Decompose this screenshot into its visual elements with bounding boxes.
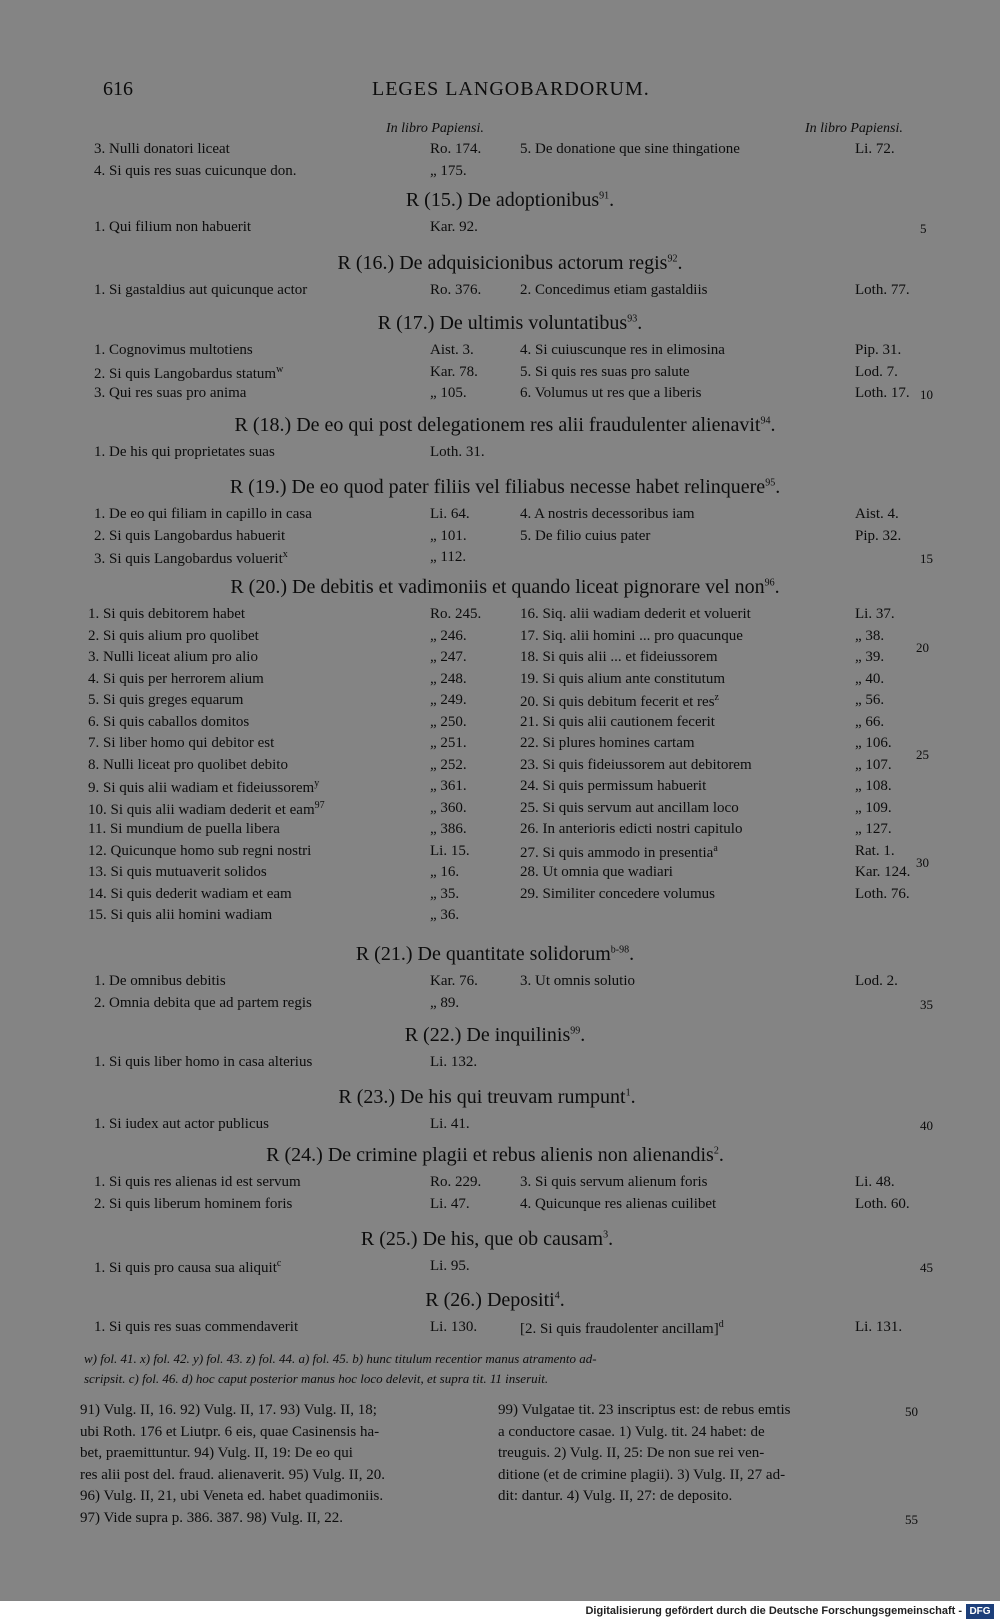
entry-text xyxy=(520,649,717,666)
entry-reference: „ 248. xyxy=(430,670,467,687)
entry-text xyxy=(94,342,253,359)
section-heading-text: R (21.) De quantitate solidorum xyxy=(355,943,611,965)
note-marker: d xyxy=(718,1319,724,1330)
entry-title: 7. Si liber homo qui debitor est xyxy=(88,735,275,751)
entry-text xyxy=(88,628,259,645)
entry-text xyxy=(520,141,740,158)
entry-text xyxy=(88,864,267,881)
entry-text xyxy=(520,1319,724,1338)
entry-reference: Rat. 1. xyxy=(855,842,895,859)
entry-title: 22. Si plures homines cartam xyxy=(520,735,695,751)
page-number: 616 xyxy=(103,78,133,100)
heading-period: . xyxy=(609,189,615,211)
entry-title: 5. De donatione que sine thingatione xyxy=(520,141,740,157)
entry-reference: „ 38. xyxy=(855,627,885,644)
footnote-marker: 95 xyxy=(765,477,776,489)
entry-reference: Aist. 3. xyxy=(430,342,474,358)
entry-reference: „ 105. xyxy=(430,385,467,401)
entry-text xyxy=(520,757,752,774)
entry-reference: Li. 48. xyxy=(855,1174,895,1190)
section-heading xyxy=(0,252,1000,275)
entry-reference: „ 247. xyxy=(430,649,467,665)
entry-reference: „ 360. xyxy=(430,799,467,816)
footnote-marker: 93 xyxy=(627,313,638,325)
entry-title: 1. Si iudex aut actor publicus xyxy=(94,1116,269,1132)
section-heading-text: R (24.) De crimine plagii et rebus alienis non alienandis xyxy=(266,1144,714,1166)
entry-reference: Li. 64. xyxy=(430,506,470,522)
entry-reference: Aist. 4. xyxy=(855,506,899,522)
entry-reference: Loth. 77. xyxy=(855,282,910,298)
section-heading xyxy=(0,1289,990,1312)
entry-title: 24. Si quis permissum habuerit xyxy=(520,778,707,794)
line-number: 25 xyxy=(916,747,929,762)
entry-title: 6. Si quis caballos domitos xyxy=(88,713,250,730)
section-heading-text: R (15.) De adoptionibus xyxy=(405,189,600,211)
heading-period: . xyxy=(677,252,683,274)
entry-title: 5. Si quis res suas pro salute xyxy=(520,363,690,380)
entry-text xyxy=(520,671,725,688)
section-heading xyxy=(0,943,990,966)
entry-text xyxy=(94,1174,301,1191)
footnote-line: 97) Vide supra p. 386. 387. 98) Vulg. II, 22. xyxy=(80,1509,344,1526)
entry-reference: „ 127. xyxy=(855,821,892,837)
entry-title: 27. Si quis ammodo in presentia xyxy=(520,844,714,861)
manuscript-note-line: scripsit. c) fol. 46. d) hoc caput posterior manus hoc loco delevit, et supra tit. 11 inseruit. xyxy=(84,1371,549,1386)
entry-reference: Ro. 245. xyxy=(430,606,482,622)
entry-reference: „ 101. xyxy=(430,527,467,544)
entry-reference: Loth. 17. xyxy=(855,385,910,401)
entry-text xyxy=(88,757,288,774)
entry-reference: „ 40. xyxy=(855,670,885,687)
footnote-line: res alii post del. fraud. alienaverit. 95) Vulg. II, 20. xyxy=(80,1466,385,1483)
entry-title: 18. Si quis alii ... et fideiussorem xyxy=(520,649,718,665)
heading-period: . xyxy=(770,414,776,436)
entry-title: 2. Omnia debita que ad partem regis xyxy=(94,994,312,1011)
entry-reference: „ 361. xyxy=(430,778,467,794)
entry-reference: Pip. 31. xyxy=(855,342,902,358)
entry-reference: Li. 130. xyxy=(430,1319,478,1335)
entry-reference: Li. 47. xyxy=(430,1195,470,1212)
entry-title: 12. Quicunque homo sub regni nostri xyxy=(88,842,312,859)
entry-text xyxy=(94,549,288,568)
entry-reference: Li. 72. xyxy=(855,141,895,157)
section-heading xyxy=(0,189,1000,212)
section-heading xyxy=(0,312,1000,335)
heading-period: . xyxy=(775,476,781,498)
entry-reference: „ 66. xyxy=(855,713,885,730)
entry-reference: „ 175. xyxy=(430,162,467,179)
entry-reference: Loth. 60. xyxy=(855,1195,910,1212)
section-heading xyxy=(0,414,1000,437)
footnote-line: ubi Roth. 176 et Liutpr. 6 eis, quae Casinensis ha- xyxy=(80,1423,380,1440)
section-heading xyxy=(0,576,1000,599)
footnote-line: 96) Vulg. II, 21, ubi Veneta ed. habet quadimoniis. xyxy=(80,1488,384,1504)
entry-title: 2. Si quis alium pro quolibet xyxy=(88,627,259,644)
entry-title: 20. Si quis debitum fecerit et res xyxy=(520,694,715,710)
entry-reference: Ro. 376. xyxy=(430,282,482,298)
section-heading xyxy=(0,1144,990,1167)
entry-reference: „ 89. xyxy=(430,994,460,1011)
entry-text xyxy=(520,778,706,795)
entry-title: 1. De omnibus debitis xyxy=(94,973,226,989)
entry-reference: „ 106. xyxy=(855,735,892,751)
entry-text xyxy=(520,1174,708,1191)
entry-title: 4. A nostris decessoribus iam xyxy=(520,506,695,522)
entry-text xyxy=(520,800,739,817)
entry-title: 25. Si quis servum aut ancillam loco xyxy=(520,799,739,816)
footnote-marker: 3 xyxy=(603,1229,609,1241)
entry-title: 4. Si quis res suas cuicunque don. xyxy=(94,162,297,179)
line-number: 50 xyxy=(905,1404,918,1419)
entry-title: 26. In anterioris edicti nostri capitulo xyxy=(520,821,743,837)
entry-text xyxy=(88,907,272,924)
source-label-right: In libro Papiensi. xyxy=(805,121,903,136)
note-marker: w xyxy=(276,363,284,375)
footnote-line: bet, praemittuntur. 94) Vulg. II, 19: De eo qui xyxy=(80,1445,353,1461)
line-number: 20 xyxy=(916,640,929,655)
entry-reference: „ 109. xyxy=(855,799,892,816)
entry-text xyxy=(520,506,695,523)
entry-title: 17. Siq. alii homini ... pro quacunque xyxy=(520,627,743,644)
entry-text xyxy=(94,385,246,402)
section-heading xyxy=(0,476,1000,499)
entry-title: 21. Si quis alii cautionem fecerit xyxy=(520,713,715,730)
entry-reference: Li. 132. xyxy=(430,1054,478,1070)
entry-title: 2. Si quis Langobardus habuerit xyxy=(94,527,286,544)
entry-title: 5. De filio cuius pater xyxy=(520,527,651,544)
entry-reference: Kar. 76. xyxy=(430,973,478,989)
entry-text xyxy=(88,735,274,752)
entry-title: 9. Si quis alii wadiam et fideiussorem xyxy=(88,780,315,796)
section-heading-text: R (20.) De debitis et vadimoniis et quando liceat pignorare vel non xyxy=(230,576,765,598)
entry-title: 23. Si quis fideiussorem aut debitorem xyxy=(520,756,752,773)
entry-title: 4. Si cuiuscunque res in elimosina xyxy=(520,342,725,358)
entry-title: 1. Si quis res alienas id est servum xyxy=(94,1174,301,1190)
entry-title: 3. Ut omnis solutio xyxy=(520,973,636,989)
footnote-marker: b-98 xyxy=(610,944,630,956)
line-number: 40 xyxy=(920,1118,933,1133)
entry-title: 19. Si quis alium ante constitutum xyxy=(520,670,725,687)
heading-period: . xyxy=(580,1024,586,1046)
entry-title: 14. Si quis dederit wadiam et eam xyxy=(88,885,292,902)
entry-text xyxy=(520,843,718,862)
entry-text xyxy=(88,649,258,666)
entry-reference: „ 107. xyxy=(855,756,892,773)
entry-text xyxy=(94,1196,292,1213)
entry-reference: „ 35. xyxy=(430,885,460,902)
entry-reference: Pip. 32. xyxy=(855,527,902,544)
entry-text xyxy=(88,671,264,688)
entry-text xyxy=(88,800,325,819)
entry-title: 3. Qui res suas pro anima xyxy=(94,385,247,401)
entry-text xyxy=(88,714,249,731)
entry-text xyxy=(520,714,715,731)
entry-text xyxy=(520,385,702,402)
entry-text xyxy=(88,886,292,903)
entry-title: 3. Si quis servum alienum foris xyxy=(520,1174,708,1190)
entry-title: 5. Si quis greges equarum xyxy=(88,692,244,708)
entry-text xyxy=(520,864,673,881)
entry-text xyxy=(94,364,283,383)
manuscript-note-line: w) fol. 41. x) fol. 42. y) fol. 43. z) fol. 44. a) fol. 45. b) hunc titulum recentior manus atramento ad- xyxy=(84,1351,597,1366)
heading-period: . xyxy=(559,1289,565,1311)
footnote-marker: 4 xyxy=(554,1290,560,1302)
entry-reference: Lod. 7. xyxy=(855,363,898,380)
entry-reference: Li. 131. xyxy=(855,1319,903,1335)
entry-text xyxy=(520,1196,716,1213)
entry-title: 11. Si mundium de puella libera xyxy=(88,821,280,837)
entry-reference: „ 250. xyxy=(430,713,467,730)
entry-text xyxy=(520,282,707,299)
entry-text xyxy=(94,506,312,523)
heading-period: . xyxy=(608,1228,614,1250)
heading-period: . xyxy=(718,1144,724,1166)
entry-text xyxy=(520,735,695,752)
entry-title: 3. Nulli donatori liceat xyxy=(94,141,230,157)
footnote-marker: 94 xyxy=(760,415,771,427)
entry-reference: Ro. 229. xyxy=(430,1174,482,1190)
section-heading xyxy=(0,1228,974,1251)
section-heading-text: R (18.) De eo qui post delegationem res alii fraudulenter alienavit xyxy=(234,414,761,436)
heading-period: . xyxy=(629,943,635,965)
entry-title: 29. Similiter concedere volumus xyxy=(520,885,715,902)
section-heading xyxy=(0,1086,974,1109)
entry-title: 1. De his qui proprietates suas xyxy=(94,444,275,460)
entry-reference: Loth. 76. xyxy=(855,885,910,902)
entry-text xyxy=(88,692,243,709)
entry-text xyxy=(520,628,743,645)
footnote-marker: 2 xyxy=(713,1145,719,1157)
footnote-marker: 91 xyxy=(599,190,610,202)
entry-title: 3. Nulli liceat alium pro alio xyxy=(88,649,258,665)
entry-title: 1. Si quis res suas commendaverit xyxy=(94,1319,299,1335)
entry-reference: Kar. 78. xyxy=(430,363,478,380)
entry-text xyxy=(94,1258,281,1277)
entry-reference: „ 108. xyxy=(855,778,892,794)
note-marker: z xyxy=(714,692,719,703)
section-heading-text: R (17.) De ultimis voluntatibus xyxy=(377,312,628,334)
section-heading-text: R (16.) De adquisicionibus actorum regis xyxy=(337,252,668,274)
entry-title: 4. Quicunque res alienas cuilibet xyxy=(520,1195,717,1212)
entry-title: 28. Ut omnia que wadiari xyxy=(520,864,673,880)
entry-text xyxy=(94,1116,269,1133)
footnote-line: 91) Vulg. II, 16. 92) Vulg. II, 17. 93) Vulg. II, 18; xyxy=(80,1402,377,1418)
line-number: 55 xyxy=(905,1512,918,1527)
entry-text xyxy=(520,973,635,990)
section-heading-text: R (19.) De eo quod pater filiis vel filiabus necesse habet relinquere xyxy=(229,476,766,498)
entry-text xyxy=(94,163,296,180)
footnote-line: ditione (et de crimine plagii). 3) Vulg. II, 27 ad- xyxy=(498,1466,786,1483)
entry-reference: „ 39. xyxy=(855,649,885,665)
footnote-line: a conductore casae. 1) Vulg. tit. 24 habet: de xyxy=(498,1423,765,1440)
entry-text xyxy=(520,692,719,711)
entry-reference: „ 249. xyxy=(430,692,467,708)
section-heading-text: R (23.) De his qui treuvam rumpunt xyxy=(338,1086,626,1108)
footnote-marker: 99 xyxy=(570,1025,581,1037)
dfg-credit: Digitalisierung gefördert durch die Deutsche Forschungsgemeinschaft - xyxy=(585,1605,962,1617)
entry-title: 1. Si gastaldius aut quicunque actor xyxy=(94,282,308,298)
entry-reference: „ 112. xyxy=(430,549,467,565)
entry-reference: Loth. 31. xyxy=(430,444,485,460)
note-marker: a xyxy=(713,842,718,854)
section-heading-text: R (22.) De inquilinis xyxy=(404,1024,571,1046)
entry-reference: Ro. 174. xyxy=(430,141,482,157)
section-heading-text: R (26.) Depositi xyxy=(425,1289,555,1311)
note-marker: 97 xyxy=(314,799,325,811)
entry-title: 1. De eo qui filiam in capillo in casa xyxy=(94,506,312,522)
entry-title: [2. Si quis fraudolenter ancillam] xyxy=(520,1321,719,1337)
entry-reference: „ 252. xyxy=(430,756,467,773)
entry-reference: Li. 41. xyxy=(430,1116,470,1132)
entry-reference: Li. 15. xyxy=(430,842,470,859)
entry-title: 1. Si quis pro causa sua aliquit xyxy=(94,1260,277,1276)
entry-text xyxy=(520,528,650,545)
entry-title: 1. Si quis debitorem habet xyxy=(88,606,246,622)
entry-text xyxy=(520,886,715,903)
entry-text xyxy=(88,606,245,623)
dfg-logo-icon: DFG xyxy=(966,1604,994,1619)
entry-reference: Li. 95. xyxy=(430,1258,470,1274)
entry-text xyxy=(88,778,319,797)
entry-text xyxy=(94,1319,298,1336)
note-marker: c xyxy=(276,1258,282,1269)
line-number: 35 xyxy=(920,996,933,1012)
line-number: 10 xyxy=(920,387,933,402)
entry-reference: „ 246. xyxy=(430,627,467,644)
heading-period: . xyxy=(630,1086,636,1108)
entry-title: 2. Concedimus etiam gastaldiis xyxy=(520,282,708,298)
entry-title: 15. Si quis alii homini wadiam xyxy=(88,907,273,923)
entry-title: 2. Si quis Langobardus statum xyxy=(94,365,277,382)
section-heading xyxy=(0,1024,990,1047)
entry-title: 2. Si quis liberum hominem foris xyxy=(94,1195,293,1212)
entry-text xyxy=(88,843,311,860)
note-marker: y xyxy=(314,778,320,789)
entry-title: 10. Si quis alii wadiam dederit et eam xyxy=(88,801,315,818)
entry-reference: Lod. 2. xyxy=(855,973,898,989)
entry-title: 1. Si quis liber homo in casa alterius xyxy=(94,1054,313,1070)
entry-text xyxy=(94,1054,312,1071)
entry-reference: „ 386. xyxy=(430,821,467,837)
section-heading-text: R (25.) De his, que ob causam xyxy=(360,1228,604,1250)
entry-text xyxy=(520,342,725,359)
entry-title: 6. Volumus ut res que a liberis xyxy=(520,385,702,401)
heading-period: . xyxy=(637,312,643,334)
footnote-marker: 92 xyxy=(667,253,678,265)
note-marker: x xyxy=(282,549,288,560)
footnote-line: treuguis. 2) Vulg. II, 25: De non sue rei ven- xyxy=(498,1445,765,1461)
entry-text xyxy=(520,821,742,838)
entry-reference: „ 36. xyxy=(430,907,460,923)
entry-text xyxy=(520,606,751,623)
entry-text xyxy=(520,364,690,381)
entry-text xyxy=(94,528,285,545)
entry-reference: Li. 37. xyxy=(855,606,895,622)
line-number: 5 xyxy=(920,221,927,236)
entry-title: 13. Si quis mutuaverit solidos xyxy=(88,864,267,880)
footnote-line: dit: dantur. 4) Vulg. II, 27: de deposito. xyxy=(498,1488,733,1504)
entry-text xyxy=(94,995,312,1012)
page-title: LEGES LANGOBARDORUM. xyxy=(372,78,650,100)
entry-reference: Kar. 124. xyxy=(855,864,911,880)
entry-reference: „ 56. xyxy=(855,692,885,708)
entry-title: 16. Siq. alii wadiam dederit et voluerit xyxy=(520,606,751,622)
footnote-marker: 96 xyxy=(764,577,775,589)
entry-title: 8. Nulli liceat pro quolibet debito xyxy=(88,756,288,773)
entry-text xyxy=(94,219,251,236)
entry-title: 3. Si quis Langobardus voluerit xyxy=(94,551,283,567)
footnote-marker: 1 xyxy=(625,1087,631,1099)
entry-text xyxy=(94,973,226,990)
entry-reference: „ 251. xyxy=(430,735,467,751)
footnote-line: 99) Vulgatae tit. 23 inscriptus est: de rebus emtis xyxy=(498,1402,791,1418)
line-number: 45 xyxy=(920,1260,933,1275)
source-label-left: In libro Papiensi. xyxy=(386,121,484,136)
entry-text xyxy=(94,282,307,299)
heading-period: . xyxy=(774,576,780,598)
entry-text xyxy=(88,821,280,838)
line-number: 15 xyxy=(920,551,933,566)
entry-title: 1. Qui filium non habuerit xyxy=(94,219,252,235)
entry-reference: „ 16. xyxy=(430,864,460,880)
entry-reference: Kar. 92. xyxy=(430,219,478,235)
entry-text xyxy=(94,141,230,158)
entry-title: 1. Cognovimus multotiens xyxy=(94,342,253,358)
line-number: 30 xyxy=(916,855,929,870)
entry-text xyxy=(94,444,275,461)
entry-title: 4. Si quis per herrorem alium xyxy=(88,670,264,687)
